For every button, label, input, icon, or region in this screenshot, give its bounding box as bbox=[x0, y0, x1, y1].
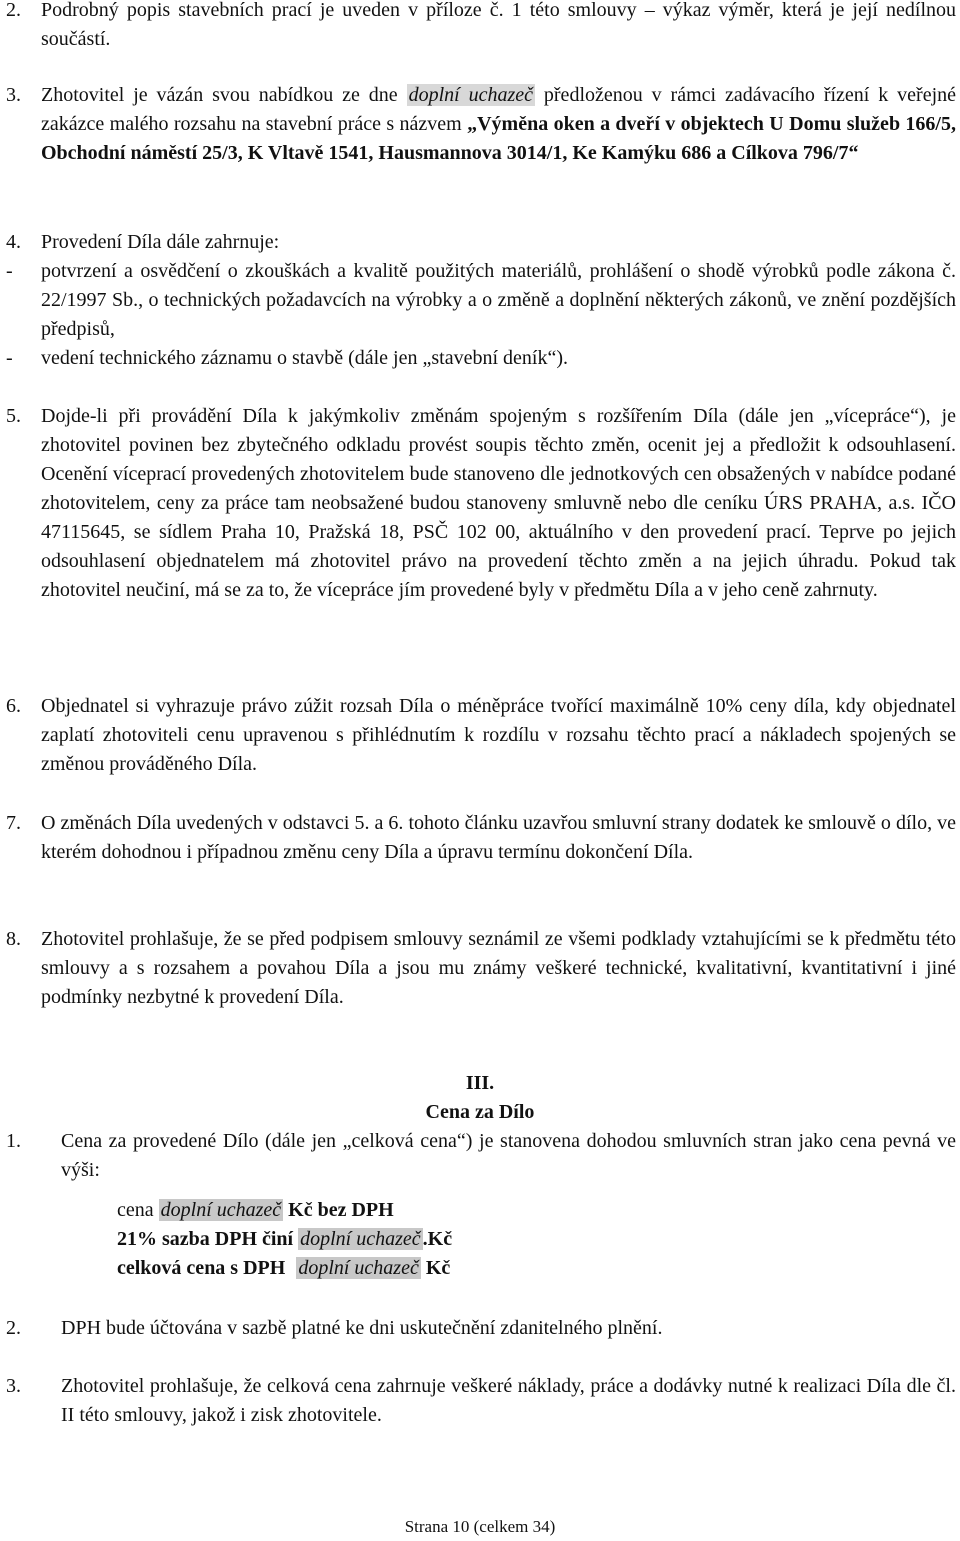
section-number: III. bbox=[465, 1072, 495, 1094]
price-suffix: .Kč bbox=[422, 1228, 453, 1250]
clause-number: 5. bbox=[6, 405, 21, 427]
fill-in-placeholder: doplní uchazeč bbox=[160, 1199, 282, 1221]
clause-6 bbox=[6, 692, 956, 779]
clause-8 bbox=[6, 925, 956, 1012]
price-line-total bbox=[117, 1254, 450, 1283]
fill-in-placeholder: doplní uchazeč bbox=[408, 84, 533, 106]
section-title: Cena za Dílo bbox=[425, 1101, 535, 1123]
clause-intro: Provedení Díla dále zahrnuje: bbox=[41, 231, 280, 253]
clause-text: Objednatel si vyhrazuje právo zúžit rozsah Díla o méněpráce tvořící maximálně 10% ceny díla, kdy objednatel zaplatí zhotoviteli cenu upravenou s přihlédnutím k rozdílu v rozsahu těchto prací a nákladech spojených se změnou prováděného Díla. bbox=[41, 695, 956, 775]
clause-number: 2. bbox=[6, 0, 21, 21]
fill-in-placeholder: doplní uchazeč bbox=[300, 1228, 421, 1250]
price-suffix: Kč bbox=[425, 1257, 451, 1279]
dash-bullet: - bbox=[6, 347, 13, 369]
list-item bbox=[6, 257, 956, 344]
clause-text bbox=[41, 81, 956, 168]
contract-title: „Výměna oken a dveří v objektech U Domu služeb 166/5, Obchodní náměstí 25/3, K Vltavě 1541, Hausmannova 3014/1, Ke Kamýku 686 a Cílkova 796/7“ bbox=[41, 113, 956, 164]
price-label: celková cena s DPH bbox=[117, 1257, 286, 1279]
clause-text: Zhotovitel prohlašuje, že celková cena zahrnuje veškeré náklady, práce a dodávky nutné k realizaci Díla dle čl. II této smlouvy, jakož i zisk zhotovitele. bbox=[61, 1375, 956, 1426]
clause-text: Zhotovitel prohlašuje, že se před podpisem smlouvy seznámil ze všemi podklady vztahujícími se k předmětu této smlouvy a s rozsahem a povahou Díla a jsou mu známy veškeré technické, kvalitativní, kvantitativní i jiné podmínky nezbytné k provedení Díla. bbox=[41, 928, 956, 1008]
list-item bbox=[6, 344, 956, 373]
price-suffix: Kč bez DPH bbox=[288, 1199, 394, 1221]
clause-number: 1. bbox=[6, 1130, 21, 1152]
clause-number: 4. bbox=[6, 231, 21, 253]
page-footer: Strana 10 (celkem 34) bbox=[404, 1517, 556, 1536]
section-clause-3 bbox=[6, 1372, 956, 1430]
clause-number: 7. bbox=[6, 812, 21, 834]
clause-number: 3. bbox=[6, 1375, 21, 1397]
clause-number: 8. bbox=[6, 928, 21, 950]
price-label: 21% sazba DPH činí bbox=[117, 1228, 294, 1250]
clause-number: 3. bbox=[6, 84, 21, 106]
clause-text: O změnách Díla uvedených v odstavci 5. a 6. tohoto článku uzavřou smluvní strany dodatek ke smlouvě o dílo, ve kterém dohodnou i případnou změnu ceny Díla a úpravu termínu dokončení Díla. bbox=[41, 812, 956, 863]
clause-text: DPH bude účtována v sazbě platné ke dni uskutečnění zdanitelného plnění. bbox=[61, 1317, 663, 1339]
clause-5 bbox=[6, 402, 956, 605]
dash-bullet: - bbox=[6, 260, 13, 282]
list-item-text: vedení technického záznamu o stavbě (dále jen „stavební deník“). bbox=[41, 347, 568, 369]
fill-in-placeholder: doplní uchazeč bbox=[298, 1257, 419, 1279]
clause-3 bbox=[6, 81, 956, 168]
clause-2 bbox=[6, 0, 956, 54]
clause-7 bbox=[6, 809, 956, 867]
section-clause-2 bbox=[6, 1314, 956, 1343]
section-clause-1 bbox=[6, 1127, 956, 1185]
price-line-vat bbox=[117, 1225, 452, 1254]
clause-text-part: předloženou v rámci zadávacího řízení k veřejné zakázce malého rozsahu na stavební práce s názvem bbox=[41, 84, 957, 135]
list-item-text: potvrzení a osvědčení o zkouškách a kvalitě použitých materiálů, prohlášení o shodě výrobků podle zákona č. 22/1997 Sb., o technických požadavcích na výrobky a o změně a doplnění některých zákonů, ve znění pozdějších předpisů, bbox=[41, 260, 956, 340]
clause-text: Dojde-li při provádění Díla k jakýmkoliv změnám spojeným s rozšířením Díla (dále jen „vícepráce“), je zhotovitel povinen bez zbytečného odkladu provést soupis těchto změn, ocenit jej a předložit k odsouhlasení. Ocenění víceprací provedených zhotovitelem bude stanoveno dle jednotkových cen obsažených v nabídce podané zhotovitelem, ceny za práce tam neobsažené budou stanoveny smluvně nebo dle ceníku ÚRS PRAHA, a.s. IČO 47115645, se sídlem Praha 10, Pražská 18, PSČ 102 00, aktuálního v den provedení prací. Teprve po jejich odsouhlasení objednatelem má zhotovitel právo na provedení těchto změn a na jejich úhradu. Pokud tak zhotovitel neučiní, má se za to, že vícepráce jím provedené byly v předmětu Díla a v jeho ceně zahrnuty. bbox=[41, 405, 956, 601]
price-line-net bbox=[117, 1196, 394, 1225]
clause-text-part: Zhotovitel je vázán svou nabídkou ze dne bbox=[41, 84, 407, 106]
clause-4 bbox=[6, 228, 956, 373]
price-label: cena bbox=[117, 1199, 154, 1221]
clause-number: 6. bbox=[6, 695, 21, 717]
clause-text: Podrobný popis stavebních prací je uveden v příloze č. 1 této smlouvy – výkaz výměr, která je její nedílnou součástí. bbox=[41, 0, 956, 50]
clause-number: 2. bbox=[6, 1317, 21, 1339]
clause-text: Cena za provedené Dílo (dále jen „celková cena“) je stanovena dohodou smluvních stran jako cena pevná ve výši: bbox=[61, 1130, 956, 1181]
